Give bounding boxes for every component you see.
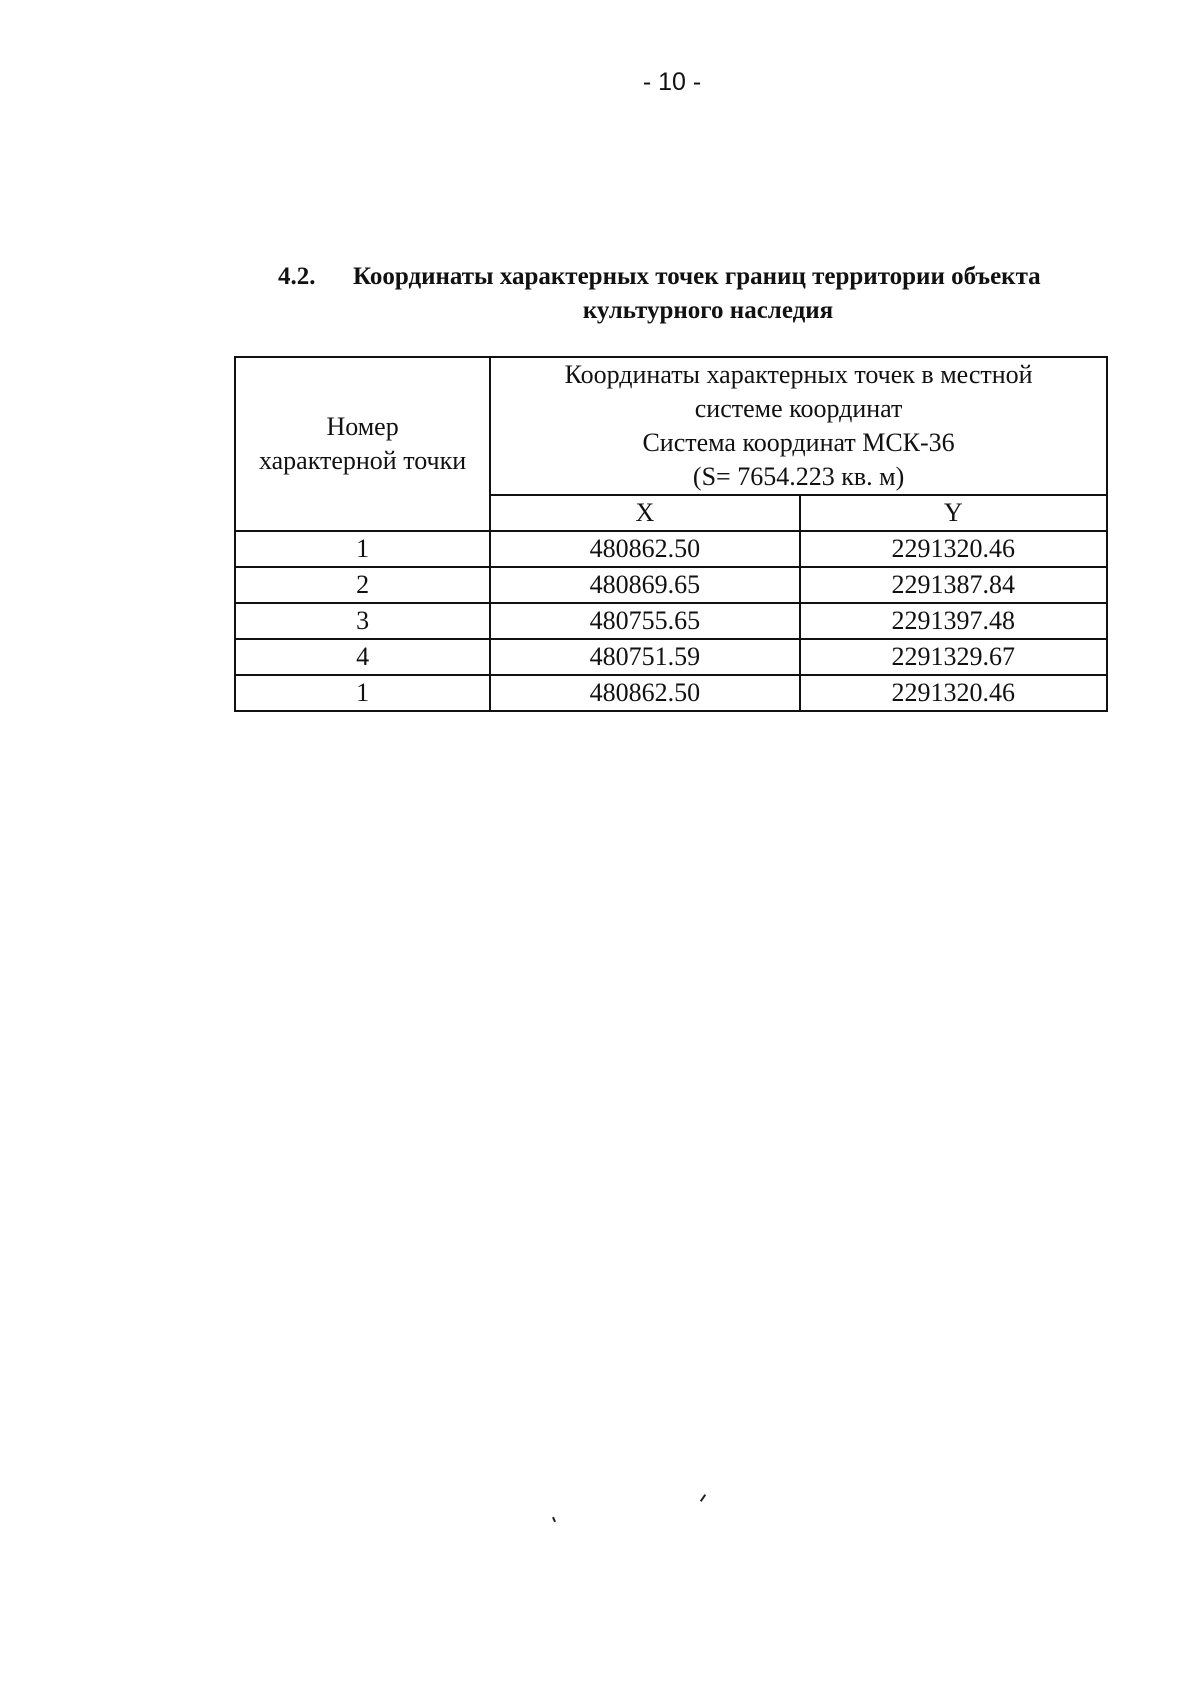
page-number: - 10 - xyxy=(642,68,702,96)
coordinates-header-line-4: (S= 7654.223 кв. м) xyxy=(692,462,905,491)
point-number-cell: 1 xyxy=(235,675,490,711)
point-number-header-line-2: характерной точки xyxy=(258,446,467,475)
section-number: 4.2. xyxy=(278,263,316,290)
y-column-header: Y xyxy=(800,495,1107,531)
coordinates-header-line-3: Система координат МСК-36 xyxy=(642,428,955,457)
point-number-cell: 4 xyxy=(235,639,490,675)
table-row xyxy=(235,675,1107,711)
y-value-cell: 2291387.84 xyxy=(800,567,1107,603)
coordinates-table xyxy=(234,356,1108,712)
x-value-cell: 480862.50 xyxy=(490,531,799,567)
y-value-cell: 2291397.48 xyxy=(800,603,1107,639)
coordinates-header xyxy=(490,357,1107,495)
heading-text-line-1: Координаты характерных точек границ территории объекта xyxy=(353,263,1041,290)
section-heading xyxy=(278,260,1158,328)
point-number-cell: 2 xyxy=(235,567,490,603)
scan-speck xyxy=(552,1517,556,1522)
heading-line-1 xyxy=(278,260,1158,294)
table-row xyxy=(235,603,1107,639)
table-row xyxy=(235,531,1107,567)
coordinates-header-line-1: Координаты характерных точек в местной xyxy=(564,360,1033,389)
x-value-cell: 480862.50 xyxy=(490,675,799,711)
y-value-cell: 2291329.67 xyxy=(800,639,1107,675)
x-value-cell: 480751.59 xyxy=(490,639,799,675)
point-number-header-line-1: Номер xyxy=(326,412,399,441)
point-number-cell: 1 xyxy=(235,531,490,567)
table-row xyxy=(235,639,1107,675)
y-value-cell: 2291320.46 xyxy=(800,531,1107,567)
y-value-cell: 2291320.46 xyxy=(800,675,1107,711)
heading-text-line-2: культурного наследия xyxy=(582,297,834,324)
x-value-cell: 480755.65 xyxy=(490,603,799,639)
scan-speck xyxy=(700,1494,706,1502)
table-row xyxy=(235,567,1107,603)
x-value-cell: 480869.65 xyxy=(490,567,799,603)
point-number-cell: 3 xyxy=(235,603,490,639)
table-header-row xyxy=(235,357,1107,495)
point-number-header xyxy=(235,357,490,531)
x-column-header: X xyxy=(490,495,799,531)
coordinates-header-line-2: системе координат xyxy=(694,394,903,423)
